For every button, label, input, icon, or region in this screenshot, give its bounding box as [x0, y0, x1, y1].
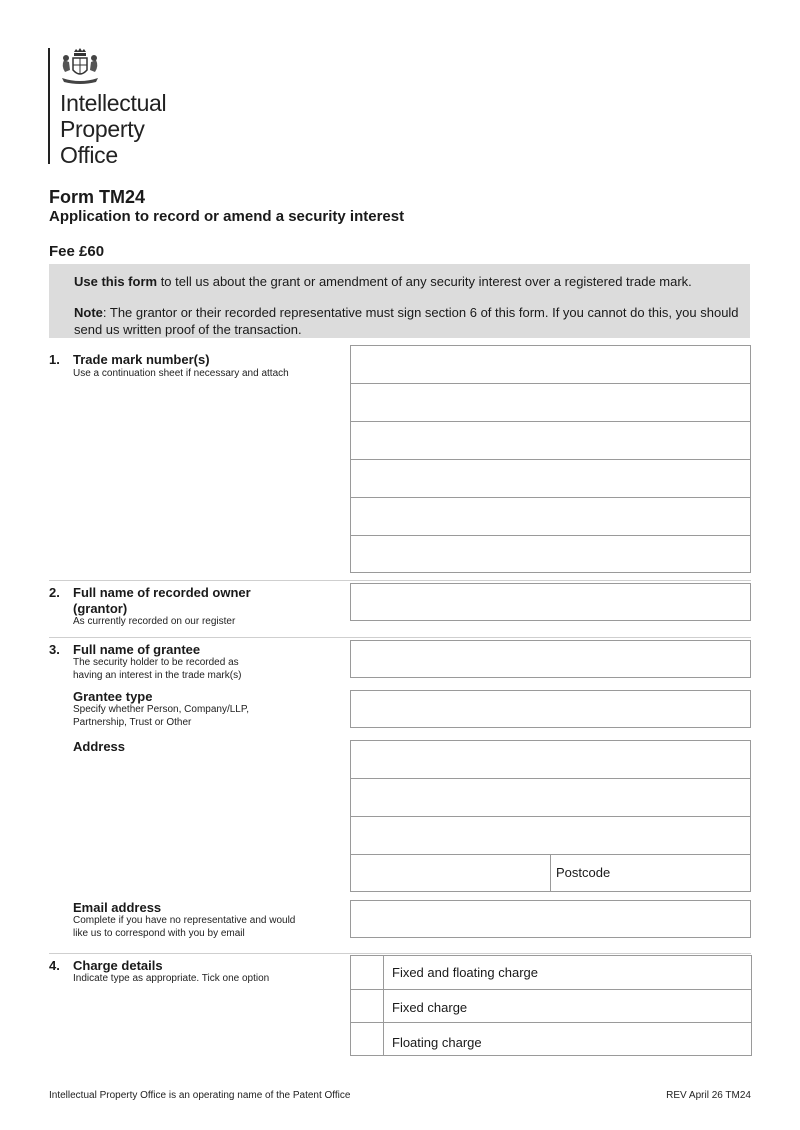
section-3-number: 3. — [49, 642, 60, 657]
section-4-number: 4. — [49, 958, 60, 973]
royal-coat-of-arms-icon — [58, 48, 102, 86]
section-2-help: As currently recorded on our register — [73, 616, 236, 627]
intro-use-bold: Use this form — [74, 274, 158, 289]
intro-note-body: : The grantor or their recorded representative must sign section 6 of this form. If you cannot do this, you should send us written proof of the transaction. — [74, 305, 739, 337]
divider — [383, 956, 384, 1055]
address-line-3-field[interactable] — [351, 817, 750, 854]
intro-use-body: to tell us about the grant or amendment of any security interest over a registered trade mark. — [157, 274, 692, 289]
section-1-title: Trade mark number(s) — [73, 352, 210, 367]
section-3-help-line1: The security holder to be recorded as — [73, 657, 239, 668]
trade-mark-number-field-1[interactable] — [351, 346, 750, 384]
section-1-help: Use a continuation sheet if necessary and attach — [73, 368, 289, 379]
section-separator — [49, 580, 751, 581]
trade-mark-number-field-3[interactable] — [351, 422, 750, 460]
footer-left-text: Intellectual Property Office is an operating name of the Patent Office — [49, 1090, 351, 1101]
grantee-type-help-line2: Partnership, Trust or Other — [73, 717, 192, 728]
address-line-1-field[interactable] — [351, 741, 750, 778]
charge-checkbox-fixed[interactable] — [351, 990, 383, 1022]
charge-option-floating: Floating charge — [392, 1035, 482, 1050]
grantee-type-title: Grantee type — [73, 689, 153, 704]
grantee-name-field[interactable] — [350, 640, 751, 678]
divider — [351, 989, 751, 990]
section-2-number: 2. — [49, 585, 60, 600]
footer-right-text: REV April 26 TM24 — [666, 1090, 751, 1101]
email-title: Email address — [73, 900, 162, 915]
form-subtitle: Application to record or amend a security interest — [49, 208, 405, 225]
charge-option-fixed: Fixed charge — [392, 1000, 468, 1015]
address-line-2-field[interactable] — [351, 779, 750, 816]
section-2-title-line1: Full name of recorded owner — [73, 585, 251, 600]
address-title: Address — [73, 739, 126, 754]
trade-mark-number-field-6[interactable] — [351, 536, 750, 572]
trade-mark-number-field-4[interactable] — [351, 460, 750, 498]
postcode-label: Postcode — [556, 865, 611, 880]
section-2-title-line2: (grantor) — [73, 601, 128, 616]
grantor-name-field[interactable] — [350, 583, 751, 621]
trade-mark-number-field-5[interactable] — [351, 498, 750, 536]
intro-note-text — [74, 304, 739, 338]
intro-use-text — [74, 273, 739, 290]
address-group — [350, 740, 751, 892]
charge-option-fixed-and-floating: Fixed and floating charge — [392, 965, 538, 980]
email-help-line1: Complete if you have no representative and would — [73, 915, 296, 926]
section-1-number: 1. — [49, 352, 60, 367]
fee-label: Fee £60 — [49, 243, 105, 260]
section-3-help-line2: having an interest in the trade mark(s) — [73, 670, 242, 681]
grantee-type-help-line1: Specify whether Person, Company/LLP, — [73, 704, 250, 715]
section-4-help: Indicate type as appropriate. Tick one option — [73, 973, 270, 984]
section-separator — [49, 953, 751, 954]
trade-mark-number-field-2[interactable] — [351, 384, 750, 422]
email-field[interactable] — [350, 900, 751, 938]
postcode-field[interactable] — [551, 855, 750, 891]
intro-panel — [49, 264, 750, 338]
intro-note-bold: Note — [74, 305, 103, 320]
charge-options-group — [350, 955, 752, 1056]
logo-divider-bar — [48, 48, 50, 164]
form-title: Form TM24 — [49, 187, 146, 207]
charge-checkbox-fixed-and-floating[interactable] — [351, 956, 383, 989]
charge-checkbox-floating[interactable] — [351, 1023, 383, 1055]
address-line-4-field[interactable] — [351, 855, 550, 891]
email-help-line2: like us to correspond with you by email — [73, 928, 245, 939]
section-4-title: Charge details — [73, 958, 163, 973]
grantee-type-field[interactable] — [350, 690, 751, 728]
section-3-title: Full name of grantee — [73, 642, 201, 657]
divider — [351, 1022, 751, 1023]
trade-mark-numbers-group — [350, 345, 751, 573]
section-separator — [49, 637, 751, 638]
org-name-line2: Property — [60, 116, 145, 142]
org-name-line3: Office — [60, 142, 118, 168]
org-name-line1: Intellectual — [60, 90, 167, 116]
